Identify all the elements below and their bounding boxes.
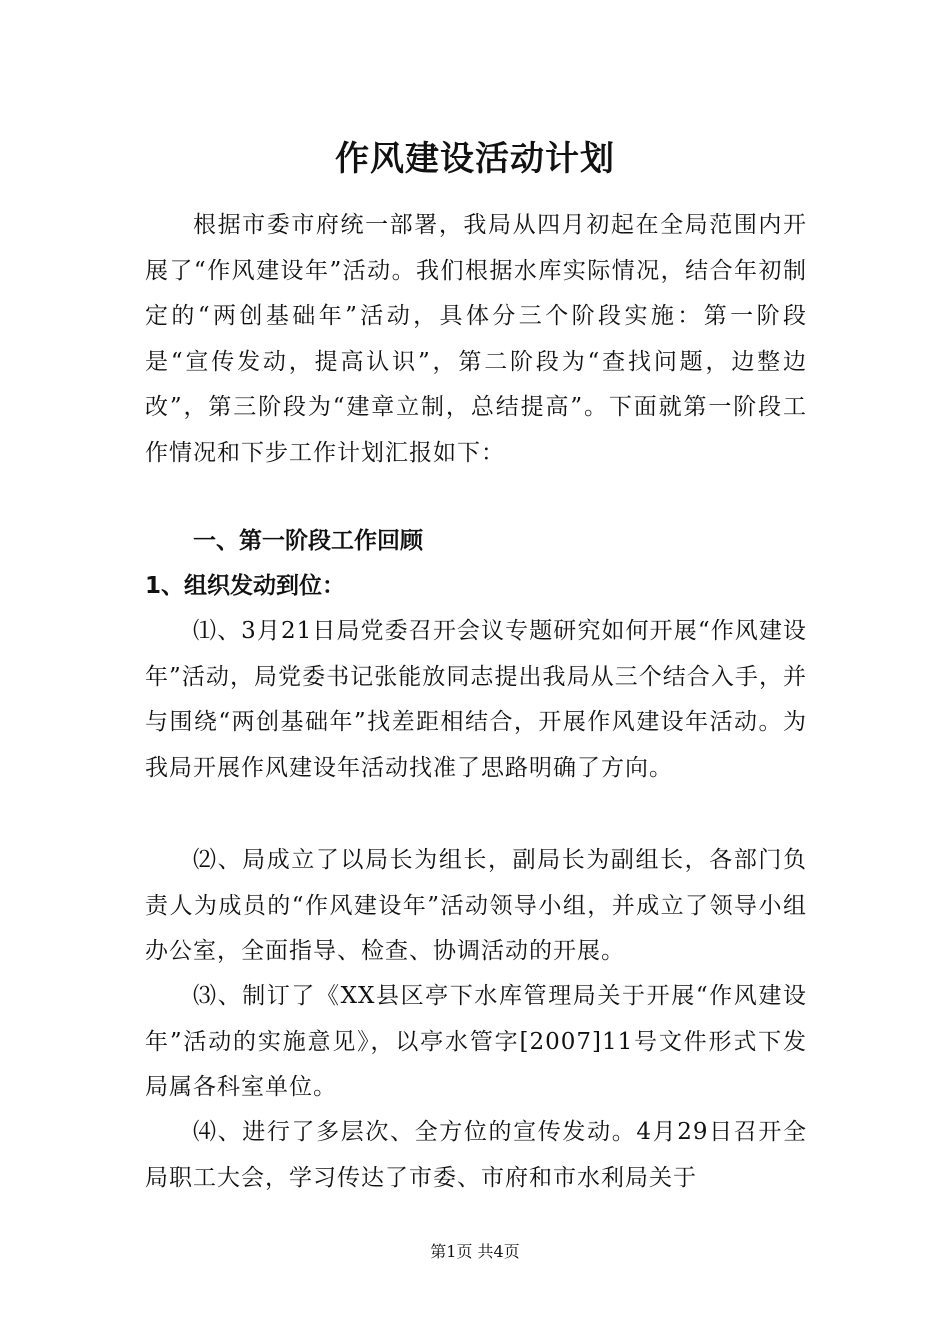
page-footer: 第1页 共4页 (430, 1242, 520, 1261)
document-title: 作风建设活动计划 (335, 139, 615, 179)
paragraph-1: ⑴、3月21日局党委召开会议专题研究如何开展“作风建设年”活动，局党委书记张能放同志提出我局从三个结合入手，并与围绕“两创基础年”找差距相结合，开展作风建设年活动。为我局开展作风建设年活动找准了思路明确了方向。 (145, 618, 807, 781)
intro-paragraph: 根据市委市府统一部署，我局从四月初起在全局范围内开展了“作风建设年”活动。我们根据水库实际情况，结合年初制定的“两创基础年”活动，具体分三个阶段实施：第一阶段是“宣传发动，提高认识”，第二阶段为“查找问题，边整边改”，第三阶段为“建章立制，总结提高”。下面就第一阶段工作情况和下步工作计划汇报如下： (145, 212, 807, 466)
paragraph-3: ⑶、制订了《XX县区亭下水库管理局关于开展“作风建设年”活动的实施意见》，以亭水管字[2007]11号文件形式下发局属各科室单位。 (145, 983, 807, 1100)
subsection-heading: 1、组织发动到位： (145, 573, 346, 599)
paragraph-2: ⑵、局成立了以局长为组长，副局长为副组长，各部门负责人为成员的“作风建设年”活动领导小组，并成立了领导小组办公室，全面指导、检查、协调活动的开展。 (145, 847, 807, 964)
paragraph-4: ⑷、进行了多层次、全方位的宣传发动。4月29日召开全局职工大会，学习传达了市委、市府和市水利局关于 (145, 1119, 807, 1191)
section-heading: 一、第一阶段工作回顾 (193, 528, 423, 554)
